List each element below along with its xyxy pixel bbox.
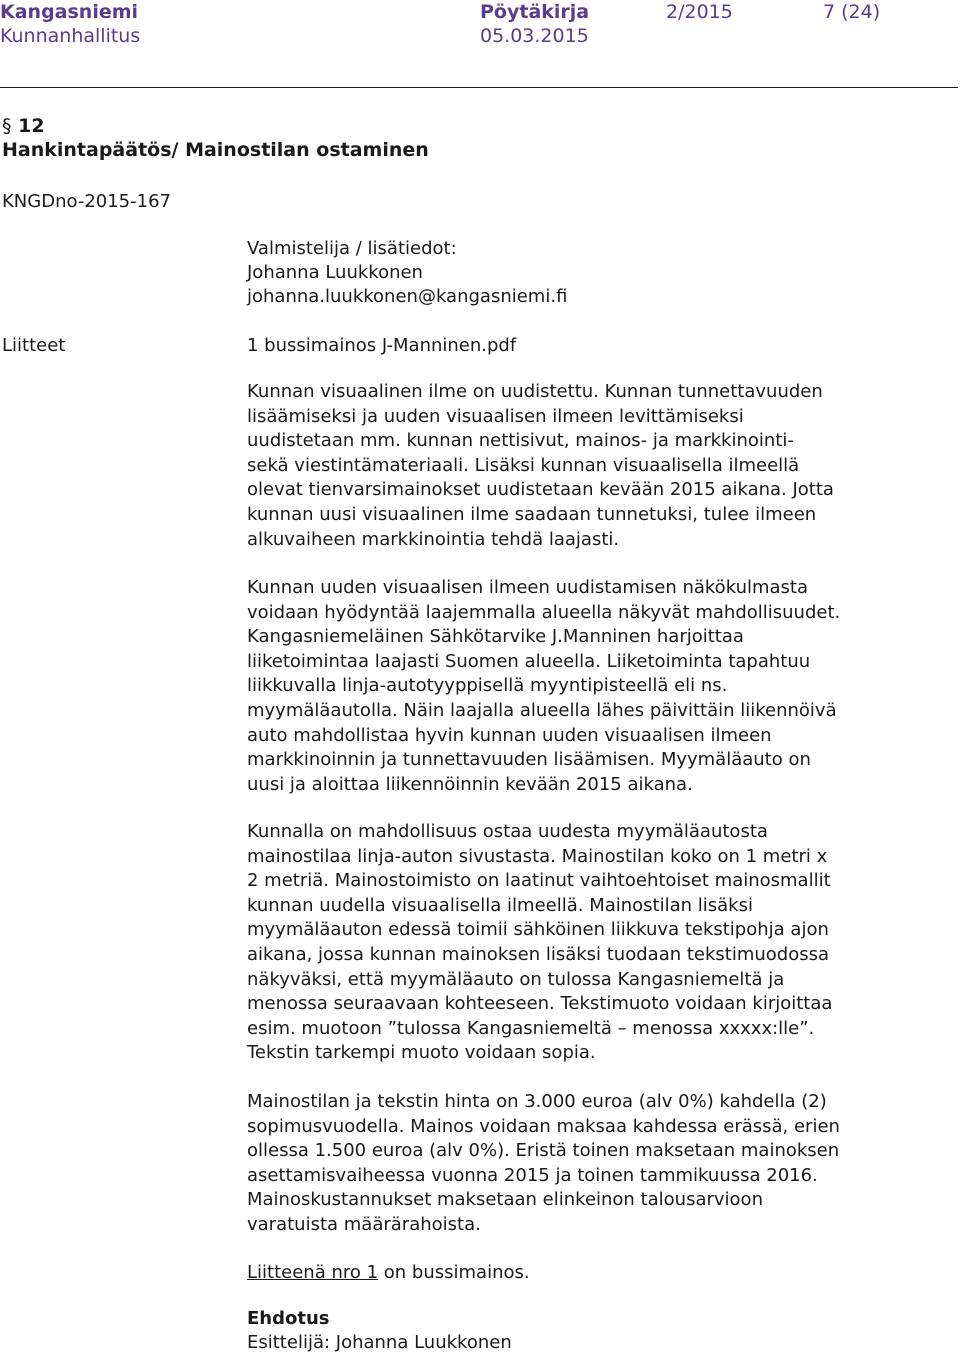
p1-line: kunnan uusi visuaalinen ilme saadaan tunnetuksi, tulee ilmeen <box>247 503 817 525</box>
p2-line: Kangasniemeläinen Sähkötarvike J.Manninen harjoittaa <box>247 626 744 648</box>
section-title: Hankintapäätös/ Mainostilan ostaminen <box>2 139 429 161</box>
p2-line: voidaan hyödyntää laajemmalla alueella näkyvät mahdollisuudet. <box>247 601 841 623</box>
p1-line: Kunnan visuaalinen ilme on uudistettu. Kunnan tunnettavuuden <box>247 381 823 402</box>
paragraph-4 <box>247 1090 840 1238</box>
preparer-name: Johanna Luukkonen <box>247 262 423 283</box>
p4-line: ollessa 1.500 euroa (alv 0%). Eristä toinen maksetaan mainoksen <box>247 1140 840 1162</box>
header-body: Kunnanhallitus <box>0 25 141 47</box>
header-number: 2/2015 <box>666 1 733 23</box>
p3-line: menossa seuraavaan kohteeseen. Tekstimuoto voidaan kirjoittaa <box>247 993 833 1015</box>
attachment-link[interactable]: Liitteenä nro 1 <box>247 1262 379 1283</box>
attachment-note-rest: on bussimainos. <box>378 1262 530 1283</box>
p3-line: myymäläauton edessä toimii sähköinen liikkuva tekstipohja ajon <box>247 919 829 941</box>
header-org: Kangasniemi <box>0 1 139 23</box>
header-doc-type: Pöytäkirja <box>480 1 590 23</box>
header-divider <box>0 87 958 88</box>
proposal-presenter: Esittelijä: Johanna Luukkonen <box>247 1332 512 1353</box>
attachments-label: Liitteet <box>2 335 66 356</box>
header-date: 05.03.2015 <box>480 25 589 47</box>
preparer-email: johanna.luukkonen@kangasniemi.fi <box>247 286 568 307</box>
p4-line: asettamisvaiheessa vuonna 2015 ja toinen tammikuussa 2016. <box>247 1164 818 1186</box>
p3-line: esim. muotoon ”tulossa Kangasniemeltä – menossa xxxxx:lle”. <box>247 1017 815 1039</box>
paragraph-3 <box>247 820 832 1066</box>
header-page: 7 (24) <box>823 1 881 23</box>
proposal-heading: Ehdotus <box>247 1308 330 1329</box>
p1-line: sekä viestintämateriaali. Lisäksi kunnan visuaalisella ilmeellä <box>247 454 800 476</box>
p4-line: Mainostilan ja tekstin hinta on 3.000 euroa (alv 0%) kahdella (2) <box>247 1091 827 1112</box>
p1-line: uudistetaan mm. kunnan nettisivut, mainos- ja markkinointi- <box>247 430 794 452</box>
section-symbol: § <box>2 115 12 137</box>
p1-line: olevat tienvarsimainokset uudistetaan kevään 2015 aikana. Jotta <box>247 479 834 501</box>
p3-line: mainostilaa linja-auton sivustasta. Mainostilan koko on 1 metri x <box>247 845 828 867</box>
p3-line: näkyväksi, että myymäläauto on tulossa Kangasniemeltä ja <box>247 968 785 990</box>
p3-line: 2 metriä. Mainostoimisto on laatinut vaihtoehtoiset mainosmallit <box>247 870 831 892</box>
p3-line: kunnan uudella visuaalisella ilmeellä. Mainostilan lisäksi <box>247 894 753 916</box>
p3-line: aikana, jossa kunnan mainoksen lisäksi tuodaan tekstimuodossa <box>247 943 830 965</box>
paragraph-2 <box>247 576 840 797</box>
p1-line: lisäämiseksi ja uuden visuaalisen ilmeen levittämiseksi <box>247 405 744 427</box>
p4-line: Mainoskustannukset maksetaan elinkeinon talousarvioon <box>247 1189 763 1211</box>
p2-line: Kunnan uuden visuaalisen ilmeen uudistamisen näkökulmasta <box>247 577 809 598</box>
paragraph-1 <box>247 380 834 552</box>
record-id: KNGDno-2015-167 <box>2 191 171 212</box>
p3-line: Tekstin tarkempi muoto voidaan sopia. <box>247 1042 596 1064</box>
attachment-note <box>247 1261 530 1286</box>
p2-line: liikkuvalla linja-autotyyppisellä myyntipisteellä eli ns. <box>247 675 728 697</box>
attachment-item: 1 bussimainos J-Manninen.pdf <box>247 335 517 356</box>
p1-line: alkuvaiheen markkinointia tehdä laajasti. <box>247 528 620 550</box>
p2-line: myymäläautolla. Näin laajalla alueella lähes päivittäin liikennöivä <box>247 699 837 721</box>
p3-line: Kunnalla on mahdollisuus ostaa uudesta myymäläautosta <box>247 821 768 842</box>
section-number-value: 12 <box>18 115 45 137</box>
p4-line: varatuista määrärahoista. <box>247 1213 481 1235</box>
section-number <box>2 114 45 138</box>
p2-line: markkinoinnin ja tunnettavuuden lisäämisen. Myymäläauto on <box>247 749 811 771</box>
p2-line: uusi ja aloittaa liikennöinnin kevään 2015 aikana. <box>247 773 693 795</box>
p2-line: auto mahdollistaa hyvin kunnan uuden visuaalisen ilmeen <box>247 724 772 746</box>
p4-line: sopimusvuodella. Mainos voidaan maksaa kahdessa erässä, erien <box>247 1115 840 1137</box>
preparer-label: Valmistelija / lisätiedot: <box>247 238 457 259</box>
p2-line: liiketoimintaa laajasti Suomen alueella. Liiketoiminta tapahtuu <box>247 650 811 672</box>
